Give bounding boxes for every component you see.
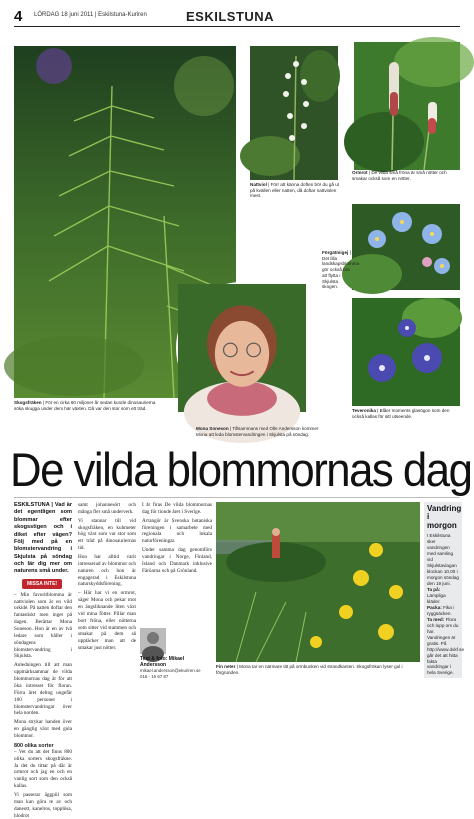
article-paragraph: – Vet du att det finns 800 olika sorters skogsfräkne. Ja det du tittar på där är ormrot och jag en och en vanlig sort som den också kallas. — [14, 748, 72, 790]
caption-text: | Tillsammans med Olle Andersson kommer Mona att leda blomstervandringen i Skjulsta på söndag. — [196, 426, 319, 437]
caption-ormrot — [352, 170, 452, 181]
missa-inte-badge: MISSA INTE! — [22, 579, 62, 589]
article-lede-text: Vad är det egentligen som blommar efter skogsstigen och i diket efter vägen? Följ med på en blomstervandring i Skjulsta på söndag och lär dig mer om naturens små under. — [14, 502, 72, 575]
photo-teveronika — [352, 298, 460, 406]
caption-name: Förgätmigej — [322, 250, 349, 255]
article-paragraph: Anledningen till att man uppmärksammar de vilda blommornas dag är för att öka intresset för floran. Förra året deltog ungefär 100 personer i blomstervandringar över hela norden. — [14, 662, 72, 717]
byline-name: Text & foto: Mikael Andersson — [140, 656, 185, 668]
article-paragraph: Vi stannar till vid skogsfräken, en kuhmeter hög växt som var stor som ett träd på dinosauriernas tid. — [78, 517, 136, 552]
photo-ormrot — [354, 42, 460, 170]
caption-text: | Blåer moments glasögon som den också kallas för sitt utseende. — [352, 408, 450, 419]
caption-name: Teveronika — [352, 408, 376, 413]
caption-forgatmigej — [322, 250, 360, 290]
caption-text: | Mona tar en närmare titt på ormbunken vid strandkanten. Skogsfrökan lyser gul i förgrunden. — [216, 664, 403, 675]
page-number: 4 — [14, 8, 23, 25]
sidebar-text: Fika i ryggsäcken. — [427, 604, 455, 616]
caption-name: Nattviol — [250, 182, 267, 187]
caption-text: | För en cirka 60 miljoner år sedan kunde dinosaurierna söka skugga under dem här växten. Då var den stor som ett träd. — [14, 400, 156, 411]
dateline: LÖRDAG 18 juni 2011 | Eskilstuna-Kuriren — [34, 12, 147, 18]
sidebar-label: Packa: — [427, 604, 442, 610]
caption-skogsfraken — [14, 400, 164, 411]
sidebar-text: Lämpliga kläder. — [427, 592, 446, 604]
photo-mona-soneson — [176, 282, 308, 414]
article-paragraph: Mona strykar handen över en gänglig växt med gula blommor. — [14, 719, 72, 739]
caption-fin-neter — [216, 664, 420, 675]
article-column-1 — [14, 502, 72, 819]
caption-name: Fin neter — [216, 664, 236, 669]
article-subhead: 800 olika sorter — [14, 742, 54, 749]
headline: De vilda blommornas dag — [10, 443, 472, 496]
article-paragraph: – Min favoritblomma är nattviolen som är en vild orkidé. På natten doftar den fantastiskt men inget på dagen. Berättar Mona Soneson. Hon är en av två ledare som håller i söndagens blomstervandring i Skjulsta. — [14, 591, 72, 660]
article-paragraph: Under samma dag genomförs vandringar i Norge, Finland, Island och Danmark inklusive Färöarna och på Grönland. — [142, 547, 212, 574]
byline-box — [140, 628, 210, 678]
article-paragraph: Hon har alltid varit intresserad av blommor och naturen och hon är engagerad i Eskilstuna naturskyddsförening. — [78, 554, 136, 588]
sidebar-title: Vandring i morgon — [427, 504, 462, 530]
article-column-2 — [78, 502, 136, 652]
sidebar-body — [427, 533, 465, 676]
article-paragraph: samt johannesört och många fler små underverk. — [78, 502, 136, 515]
photo-fin-neter — [216, 502, 420, 662]
sidebar-intro: I Eskilstuna sker vandringen med samling vid Skjulstaviagan klockan 10.00 i morgon söndag den 19 juni. — [427, 533, 459, 586]
byline-phone: 016 - 15 67 87 — [140, 673, 169, 679]
caption-nattviol — [250, 182, 340, 199]
caption-name: Mona Soneson — [196, 426, 229, 431]
photo-nattviol — [250, 46, 338, 180]
sidebar-vandring — [424, 502, 465, 678]
article-column-3 — [142, 502, 212, 626]
sidebar-label: Ta på: — [427, 586, 441, 592]
article-paragraph: I år firas De vilda blommornas dag för tionde året i Sverige. — [142, 502, 212, 515]
sidebar-label: Ta med: — [427, 616, 445, 622]
caption-text: | De vilda små fröna är små nötter och smakar också som en nötter. — [352, 170, 447, 181]
headline-rule — [14, 497, 460, 498]
article-paragraph: – Här har vi en ormrot, säger Mona och pekar mot en ängsliknande liten växt vid mina fötter. Pillar man bort fröna, eller nötterna som sitter vid stammen och smakar på dem så upptäcker man att de smakar just nötter. — [78, 590, 136, 652]
caption-mona — [196, 426, 324, 437]
byline-email: mikael.andersson@ekuriren.se — [140, 668, 201, 673]
caption-text: | Förr att känna doften bör du gå ut på kvällen eller natten, då doftar nattviolen mest. — [250, 182, 340, 199]
header-rule — [14, 26, 460, 27]
article-paragraph: Vi passerar äggpiil som man kan göra te av och daneott, kanelros, topplösa, hlodrot — [14, 791, 72, 819]
caption-name: Ormrot — [352, 170, 368, 175]
article-dateline: ESKILSTUNA — [14, 502, 50, 508]
caption-teveronika — [352, 408, 462, 419]
article-lede: ESKILSTUNA | Vad är det egentligen som blommar efter skogsstigen och i diket efter vägen? Följ med på en blomstervandring i Skjulsta på söndag och lär dig mer om naturens små under. — [14, 502, 72, 575]
caption-name: Skogsfräken — [14, 400, 42, 405]
section-title: ESKILSTUNA — [186, 9, 275, 24]
article-paragraph: Arrangör är Svenska botaniska föreningen i samarbete med regionala och lokala naturföreningar. — [142, 517, 212, 545]
caption-text: | Det lilla landskapsblomma gör också bra att flytta i Skjulsta skogen. — [322, 250, 360, 290]
byline-photo — [140, 628, 166, 654]
sidebar-text: Flora och lupp om du har. Vandringen är gratis. På http://www.dvkf.se går det att hitta fakta vandringar i hela Sverige. — [427, 616, 465, 676]
photo-forgatmigej — [352, 204, 460, 290]
